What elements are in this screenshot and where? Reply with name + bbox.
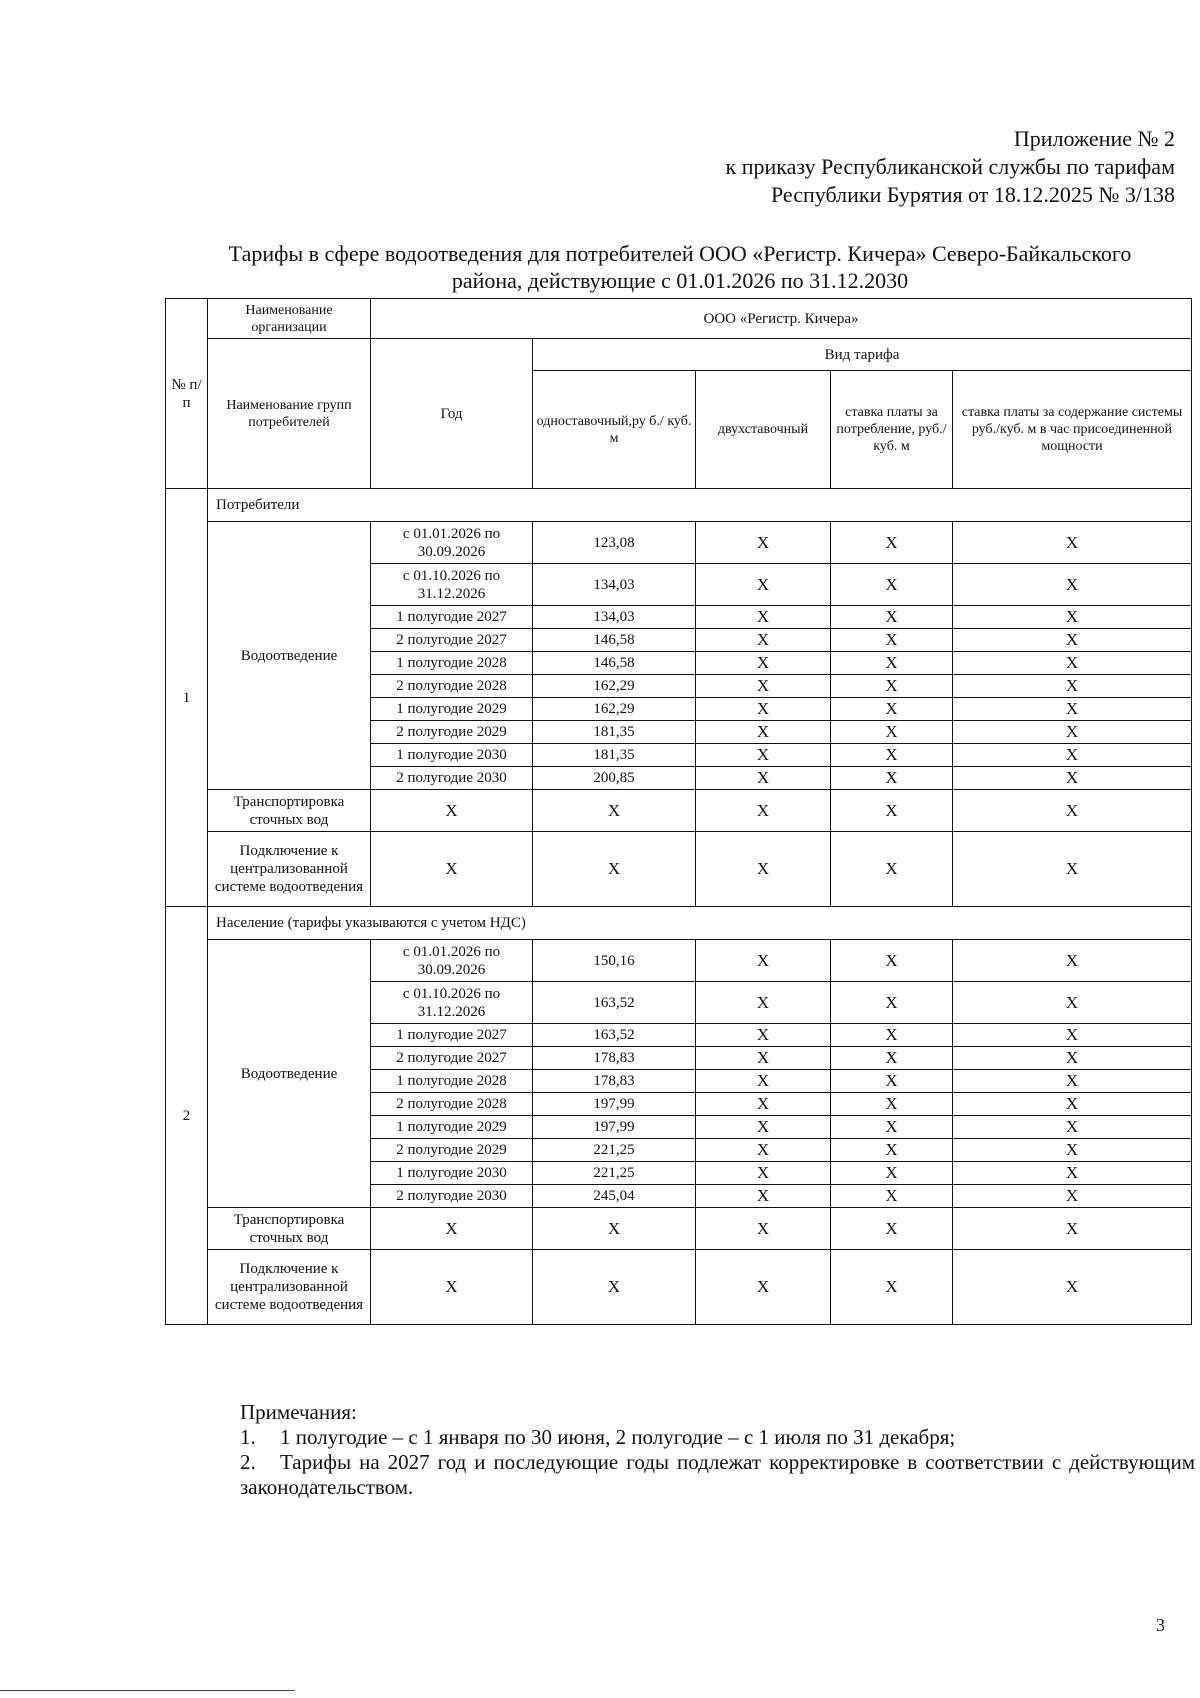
- two-rate-cell: Х: [696, 652, 831, 675]
- two-rate-cell: Х: [696, 1139, 831, 1162]
- period-cell: 2 полугодие 2029: [371, 721, 533, 744]
- header-num: № п/ п: [166, 299, 208, 489]
- notes: [165, 1400, 1195, 1500]
- note-item: [165, 1425, 1195, 1450]
- consumption-rate-cell: Х: [831, 606, 953, 629]
- header-groups-label: Наименование групп потребителей: [208, 339, 371, 489]
- section-title: Потребители: [208, 489, 1192, 522]
- two-rate-cell: Х: [696, 1047, 831, 1070]
- single-rate-cell: 200,85: [533, 767, 696, 790]
- capacity-rate-cell: Х: [953, 1093, 1192, 1116]
- capacity-rate-cell: Х: [953, 1185, 1192, 1208]
- single-rate-cell: 134,03: [533, 606, 696, 629]
- table-row: [166, 832, 1192, 907]
- two-rate-cell: Х: [696, 790, 831, 832]
- consumption-rate-cell: Х: [831, 522, 953, 564]
- capacity-rate-cell: Х: [953, 698, 1192, 721]
- period-cell: 2 полугодие 2027: [371, 629, 533, 652]
- single-rate-cell: Х: [533, 1250, 696, 1325]
- capacity-rate-cell: Х: [953, 1162, 1192, 1185]
- single-rate-cell: Х: [533, 1208, 696, 1250]
- single-rate-cell: 197,99: [533, 1116, 696, 1139]
- two-rate-cell: Х: [696, 767, 831, 790]
- section-number: 2: [166, 907, 208, 1325]
- document-title: [165, 240, 1195, 294]
- capacity-rate-cell: Х: [953, 1139, 1192, 1162]
- period-cell: 2 полугодие 2028: [371, 1093, 533, 1116]
- period-cell: 1 полугодие 2028: [371, 652, 533, 675]
- capacity-rate-cell: Х: [953, 675, 1192, 698]
- single-rate-cell: 178,83: [533, 1070, 696, 1093]
- period-cell: Х: [371, 832, 533, 907]
- period-cell: 1 полугодие 2028: [371, 1070, 533, 1093]
- consumption-rate-cell: Х: [831, 721, 953, 744]
- note-text: Тарифы на 2027 год и последующие годы подлежат корректировке в соответствии с действующим законодательством.: [240, 1450, 1195, 1499]
- tariff-table: [165, 298, 1192, 1325]
- page-number: 3: [1156, 1615, 1165, 1635]
- capacity-rate-cell: Х: [953, 1116, 1192, 1139]
- header-col-two: двухставочный: [696, 371, 831, 489]
- two-rate-cell: Х: [696, 721, 831, 744]
- single-rate-cell: 123,08: [533, 522, 696, 564]
- period-cell: Х: [371, 1208, 533, 1250]
- table-row: [166, 790, 1192, 832]
- single-rate-cell: 162,29: [533, 698, 696, 721]
- period-cell: с 01.10.2026 по 31.12.2026: [371, 982, 533, 1024]
- period-cell: 2 полугодие 2027: [371, 1047, 533, 1070]
- two-rate-cell: Х: [696, 629, 831, 652]
- capacity-rate-cell: Х: [953, 744, 1192, 767]
- two-rate-cell: Х: [696, 675, 831, 698]
- capacity-rate-cell: Х: [953, 982, 1192, 1024]
- consumption-rate-cell: Х: [831, 629, 953, 652]
- consumer-group: Транспортировка сточных вод: [208, 1208, 371, 1250]
- period-cell: 2 полугодие 2030: [371, 1185, 533, 1208]
- single-rate-cell: 197,99: [533, 1093, 696, 1116]
- table-row: [166, 940, 1192, 982]
- period-cell: с 01.01.2026 по 30.09.2026: [371, 522, 533, 564]
- capacity-rate-cell: Х: [953, 940, 1192, 982]
- capacity-rate-cell: Х: [953, 767, 1192, 790]
- single-rate-cell: 162,29: [533, 675, 696, 698]
- period-cell: 1 полугодие 2029: [371, 698, 533, 721]
- capacity-rate-cell: Х: [953, 1024, 1192, 1047]
- consumption-rate-cell: Х: [831, 652, 953, 675]
- header-col-single: одноставочный,ру б./ куб. м: [533, 371, 696, 489]
- single-rate-cell: 163,52: [533, 1024, 696, 1047]
- header-year-label: Год: [371, 339, 533, 489]
- consumption-rate-cell: Х: [831, 744, 953, 767]
- single-rate-cell: 163,52: [533, 982, 696, 1024]
- single-rate-cell: 181,35: [533, 721, 696, 744]
- note-number: 1.: [240, 1425, 256, 1449]
- capacity-rate-cell: Х: [953, 652, 1192, 675]
- two-rate-cell: Х: [696, 832, 831, 907]
- capacity-rate-cell: Х: [953, 564, 1192, 606]
- capacity-rate-cell: Х: [953, 1070, 1192, 1093]
- consumption-rate-cell: Х: [831, 832, 953, 907]
- two-rate-cell: Х: [696, 1162, 831, 1185]
- single-rate-cell: 146,58: [533, 629, 696, 652]
- two-rate-cell: Х: [696, 1093, 831, 1116]
- period-cell: Х: [371, 790, 533, 832]
- consumption-rate-cell: Х: [831, 790, 953, 832]
- notes-heading: Примечания:: [240, 1400, 357, 1424]
- period-cell: 1 полугодие 2030: [371, 1162, 533, 1185]
- period-cell: Х: [371, 1250, 533, 1325]
- footer-divider: [0, 1690, 295, 1691]
- single-rate-cell: 150,16: [533, 940, 696, 982]
- consumption-rate-cell: Х: [831, 1208, 953, 1250]
- table-row: [166, 1208, 1192, 1250]
- period-cell: 2 полугодие 2029: [371, 1139, 533, 1162]
- header-col-consumption: ставка платы за потребление, руб./ куб. м: [831, 371, 953, 489]
- consumption-rate-cell: Х: [831, 675, 953, 698]
- consumption-rate-cell: Х: [831, 1139, 953, 1162]
- single-rate-cell: 178,83: [533, 1047, 696, 1070]
- capacity-rate-cell: Х: [953, 790, 1192, 832]
- period-cell: 1 полугодие 2030: [371, 744, 533, 767]
- period-cell: 2 полугодие 2028: [371, 675, 533, 698]
- period-cell: 1 полугодие 2029: [371, 1116, 533, 1139]
- two-rate-cell: Х: [696, 564, 831, 606]
- single-rate-cell: Х: [533, 790, 696, 832]
- two-rate-cell: Х: [696, 940, 831, 982]
- table-row: [166, 522, 1192, 564]
- two-rate-cell: Х: [696, 744, 831, 767]
- section-number: 1: [166, 489, 208, 907]
- single-rate-cell: Х: [533, 832, 696, 907]
- consumption-rate-cell: Х: [831, 940, 953, 982]
- capacity-rate-cell: Х: [953, 1250, 1192, 1325]
- single-rate-cell: 146,58: [533, 652, 696, 675]
- period-cell: 2 полугодие 2030: [371, 767, 533, 790]
- single-rate-cell: 181,35: [533, 744, 696, 767]
- consumption-rate-cell: Х: [831, 767, 953, 790]
- consumption-rate-cell: Х: [831, 1185, 953, 1208]
- two-rate-cell: Х: [696, 1116, 831, 1139]
- appendix-line-3: Республики Бурятия от 18.12.2025 № 3/138: [770, 182, 1175, 207]
- header-org-name: ООО «Регистр. Кичера»: [371, 299, 1192, 339]
- single-rate-cell: 245,04: [533, 1185, 696, 1208]
- single-rate-cell: 221,25: [533, 1139, 696, 1162]
- section-title-row: [166, 907, 1192, 940]
- consumer-group: Подключение к централизованной системе водоотведения: [208, 1250, 371, 1325]
- two-rate-cell: Х: [696, 698, 831, 721]
- consumption-rate-cell: Х: [831, 1070, 953, 1093]
- consumption-rate-cell: Х: [831, 1250, 953, 1325]
- note-number: 2.: [240, 1450, 256, 1474]
- consumer-group: Транспортировка сточных вод: [208, 790, 371, 832]
- single-rate-cell: 221,25: [533, 1162, 696, 1185]
- header-org-label: Наименование организации: [208, 299, 371, 339]
- two-rate-cell: Х: [696, 982, 831, 1024]
- two-rate-cell: Х: [696, 1070, 831, 1093]
- header-tariff-type: Вид тарифа: [533, 339, 1192, 371]
- appendix-line-1: Приложение № 2: [1013, 126, 1175, 151]
- two-rate-cell: Х: [696, 522, 831, 564]
- period-cell: с 01.10.2026 по 31.12.2026: [371, 564, 533, 606]
- two-rate-cell: Х: [696, 1250, 831, 1325]
- capacity-rate-cell: Х: [953, 832, 1192, 907]
- header-col-capacity: ставка платы за содержание системы руб./куб. м в час присоединенной мощности: [953, 371, 1192, 489]
- period-cell: 1 полугодие 2027: [371, 606, 533, 629]
- period-cell: 1 полугодие 2027: [371, 1024, 533, 1047]
- consumer-group: Водоотведение: [208, 522, 371, 790]
- consumption-rate-cell: Х: [831, 564, 953, 606]
- consumption-rate-cell: Х: [831, 1024, 953, 1047]
- capacity-rate-cell: Х: [953, 721, 1192, 744]
- two-rate-cell: Х: [696, 1185, 831, 1208]
- capacity-rate-cell: Х: [953, 1047, 1192, 1070]
- two-rate-cell: Х: [696, 1208, 831, 1250]
- consumer-group: Водоотведение: [208, 940, 371, 1208]
- consumption-rate-cell: Х: [831, 1116, 953, 1139]
- note-item: [165, 1450, 1195, 1500]
- document-title-line-1: Тарифы в сфере водоотведения для потребителей ООО «Регистр. Кичера» Северо-Байкальского: [228, 241, 1132, 266]
- document-title-line-2: района, действующие с 01.01.2026 по 31.12.2030: [451, 268, 909, 293]
- capacity-rate-cell: Х: [953, 629, 1192, 652]
- consumption-rate-cell: Х: [831, 698, 953, 721]
- appendix-header: [475, 125, 1175, 209]
- consumption-rate-cell: Х: [831, 1093, 953, 1116]
- consumption-rate-cell: Х: [831, 1162, 953, 1185]
- consumption-rate-cell: Х: [831, 982, 953, 1024]
- two-rate-cell: Х: [696, 1024, 831, 1047]
- consumer-group: Подключение к централизованной системе водоотведения: [208, 832, 371, 907]
- consumption-rate-cell: Х: [831, 1047, 953, 1070]
- note-text: 1 полугодие – с 1 января по 30 июня, 2 полугодие – с 1 июля по 31 декабря;: [280, 1425, 956, 1449]
- single-rate-cell: 134,03: [533, 564, 696, 606]
- capacity-rate-cell: Х: [953, 1208, 1192, 1250]
- period-cell: с 01.01.2026 по 30.09.2026: [371, 940, 533, 982]
- table-row: [166, 1250, 1192, 1325]
- appendix-line-2: к приказу Республиканской службы по тарифам: [725, 154, 1175, 179]
- section-title-row: [166, 489, 1192, 522]
- capacity-rate-cell: Х: [953, 606, 1192, 629]
- section-title: Население (тарифы указываются с учетом НДС): [208, 907, 1192, 940]
- two-rate-cell: Х: [696, 606, 831, 629]
- capacity-rate-cell: Х: [953, 522, 1192, 564]
